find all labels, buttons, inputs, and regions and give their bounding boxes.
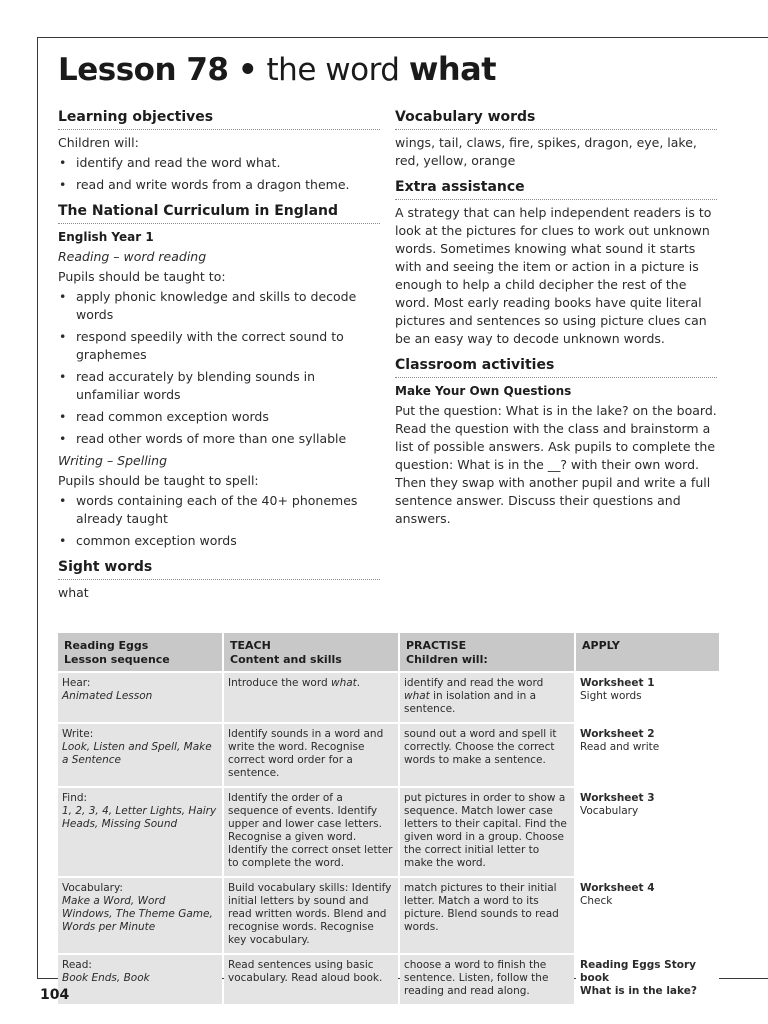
reading-list: [58, 288, 380, 448]
page-title: [58, 50, 496, 88]
extra-assistance-section: [395, 178, 717, 348]
header-teach: TEACH Content and skills: [224, 633, 398, 671]
classroom-text: Put the question: What is in the lake? on the board. Read the question with the class and brainstorm a list of possible answers. Ask pupils to complete the question: What is in the __? with their own word. Then they swap with another pupil and write a full sentence answer. Discuss their questions and answers.: [395, 403, 717, 526]
table-row: [58, 955, 719, 1004]
header-apply: APPLY: [576, 633, 719, 671]
lesson-sequence-table: [58, 631, 713, 1006]
learning-objectives-list: [58, 154, 380, 194]
curriculum-year: English Year 1: [58, 230, 154, 244]
sight-words-heading: Sight words: [58, 558, 380, 580]
apply-cell: Worksheet 2 Read and write: [576, 724, 719, 786]
teach-cell: Identify the order of a sequence of events. Identify upper and lower case letters. Recognise a given word. Identify the correct onset letter to complete the word.: [224, 788, 398, 876]
teach-cell: Read sentences using basic vocabulary. Read aloud book.: [224, 955, 398, 1004]
sequence-cell: Read: Book Ends, Book: [58, 955, 222, 1004]
sight-words-section: [58, 558, 380, 602]
table-row: [58, 788, 719, 876]
writing-subheading: Writing – Spelling: [58, 453, 168, 468]
title-target-word: what: [408, 50, 497, 88]
list-item: • apply phonic knowledge and skills to decode words: [58, 288, 380, 324]
table-row: [58, 878, 719, 953]
list-item: • read other words of more than one syllable: [58, 430, 380, 448]
header-practise: PRACTISE Children will:: [400, 633, 574, 671]
list-item: • common exception words: [58, 532, 380, 550]
list-item: • read accurately by blending sounds in unfamiliar words: [58, 368, 380, 404]
classroom-heading: Classroom activities: [395, 356, 717, 378]
classroom-subheading: Make Your Own Questions: [395, 384, 572, 398]
sequence-cell: Vocabulary: Make a Word, Word Windows, The Theme Game, Words per Minute: [58, 878, 222, 953]
right-column: [395, 108, 717, 536]
learning-objectives-heading: Learning objectives: [58, 108, 380, 130]
table-header-row: [58, 633, 719, 671]
sequence-cell: Hear: Animated Lesson: [58, 673, 222, 722]
writing-intro: Pupils should be taught to spell:: [58, 473, 259, 488]
practise-cell: choose a word to finish the sentence. Listen, follow the reading and read along.: [400, 955, 574, 1004]
practise-cell: put pictures in order to show a sequence. Match lower case letters to their capital. Find the given word in a group. Choose the correct initial letter to make the word.: [400, 788, 574, 876]
reading-intro: Pupils should be taught to:: [58, 269, 226, 284]
learning-objectives-section: [58, 108, 380, 194]
apply-cell: Worksheet 1 Sight words: [576, 673, 719, 722]
learning-objectives-intro: Children will:: [58, 135, 139, 150]
teach-cell: Identify sounds in a word and write the word. Recognise correct word order for a sentence.: [224, 724, 398, 786]
title-bullet: •: [237, 52, 258, 88]
classroom-section: [395, 356, 717, 528]
title-the-word: the word: [266, 52, 400, 88]
table-row: [58, 673, 719, 722]
list-item: • read and write words from a dragon theme.: [58, 176, 380, 194]
practise-cell: sound out a word and spell it correctly. Choose the correct words to make a sentence.: [400, 724, 574, 786]
writing-list: [58, 492, 380, 550]
apply-cell: Worksheet 4 Check: [576, 878, 719, 953]
reading-subheading: Reading – word reading: [58, 249, 207, 264]
vocabulary-text: wings, tail, claws, fire, spikes, dragon, eye, lake, red, yellow, orange: [395, 135, 697, 168]
sight-words-text: what: [58, 585, 89, 600]
practise-cell: match pictures to their initial letter. Match a word to its picture. Blend sounds to read words.: [400, 878, 574, 953]
sequence-cell: Write: Look, Listen and Spell, Make a Sentence: [58, 724, 222, 786]
vocabulary-heading: Vocabulary words: [395, 108, 717, 130]
list-item: • read common exception words: [58, 408, 380, 426]
left-column: [58, 108, 380, 610]
list-item: • respond speedily with the correct sound to graphemes: [58, 328, 380, 364]
apply-cell: Reading Eggs Story book What is in the lake?: [576, 955, 719, 1004]
title-lesson: Lesson 78: [58, 52, 229, 88]
apply-cell: Worksheet 3 Vocabulary: [576, 788, 719, 876]
extra-assistance-heading: Extra assistance: [395, 178, 717, 200]
list-item: • words containing each of the 40+ phonemes already taught: [58, 492, 380, 528]
page-number: 104: [40, 987, 70, 1003]
sequence-cell: Find: 1, 2, 3, 4, Letter Lights, Hairy Heads, Missing Sound: [58, 788, 222, 876]
list-item: • identify and read the word what.: [58, 154, 380, 172]
sequence-table: [56, 631, 721, 1006]
header-sequence: Reading Eggs Lesson sequence: [58, 633, 222, 671]
table-row: [58, 724, 719, 786]
curriculum-heading: The National Curriculum in England: [58, 202, 380, 224]
curriculum-section: [58, 202, 380, 550]
teach-cell: Introduce the word what.: [224, 673, 398, 722]
extra-assistance-text: A strategy that can help independent readers is to look at the pictures for clues to work out unknown words. Sometimes knowing what sound it starts with and seeing the item or action in a picture is enough to help a child decipher the rest of the word. Most early reading books have quite literal pictures and sentences so using picture clues can be an easy way to decode unknown words.: [395, 205, 712, 346]
teach-cell: Build vocabulary skills: Identify initial letters by sound and read written words. Blend and recognise words. Recognise key vocabulary.: [224, 878, 398, 953]
vocabulary-section: [395, 108, 717, 170]
practise-cell: identify and read the word what in isolation and in a sentence.: [400, 673, 574, 722]
